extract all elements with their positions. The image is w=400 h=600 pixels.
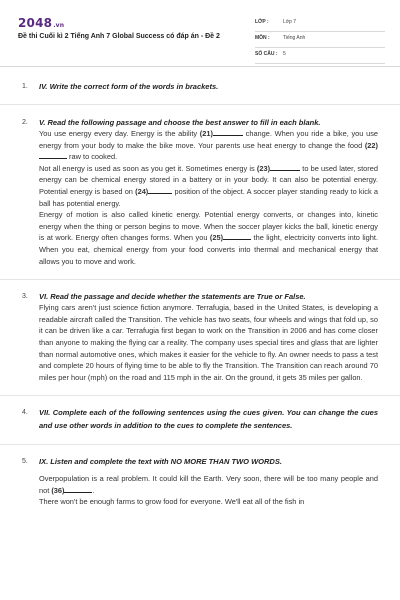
answer-blank[interactable] [64,485,95,495]
passage-text: Energy of motion is also called kinetic energy. Potential energy converts, or changes into, kinetic energy when the thing or person begins to move. When the soccer player kicks the ball, kinetic energy is at work. Energy often changes forms. When you [39,210,378,243]
passage-text: . [92,485,95,495]
logo-text: 2048 [18,16,53,30]
blank-number: (21) [199,129,213,138]
passage-text: Overpopulation is a real problem. It could kill the Earth. Very soon, there will be too many people and not [39,474,378,495]
passage-paragraph [39,163,378,209]
blank-number: (25) [209,233,224,243]
blank-number: (24) [135,186,149,196]
meta-value: Lớp 7 [283,19,297,25]
passage-text: raw to cooked. [67,152,118,162]
question-1 [0,67,400,105]
question-5 [0,445,400,514]
passage-text: position of the object. A soccer player standing ready to kick a ball has potential energy. [39,186,378,208]
meta-row-count [255,48,385,64]
question-number: 4. [22,409,28,417]
answer-blank[interactable] [148,187,172,194]
answer-blank[interactable] [39,152,67,159]
question-title: VI. Read the passage and decide whether the statements are True or False. [39,292,306,302]
passage-text: Not all energy is used as soon as you get it. Sometimes energy is [39,163,257,173]
question-title: VII. Complete each of the following sentences using the cues given. You can change the cues and use other words in addition to the cues to complete the sentences. [39,408,378,430]
question-number: 2. [22,119,28,126]
page-header [0,0,400,67]
passage-paragraph [39,128,378,163]
document-meta [255,16,385,64]
question-number: 1. [22,83,28,90]
question-4 [0,396,400,445]
blank-number: (22) [364,140,378,150]
site-logo[interactable] [18,16,64,30]
meta-value: 5 [283,51,286,57]
answer-blank[interactable] [223,233,251,240]
passage-text: change. When you ride a bike, you use energy from your body to make the bike move. Your parents use heat energy to change the food [39,129,378,150]
question-2 [0,105,400,280]
meta-key: LỚP : [255,19,269,25]
document-title: Đề thi Cuối kì 2 Tiếng Anh 7 Global Success có đáp án - Đề 2 [18,33,220,40]
question-3 [0,280,400,396]
passage-paragraph: There won't be enough farms to grow food for everyone. We'll eat all of the fish in [39,497,305,507]
passage-paragraph [39,473,378,496]
passage-text: to be used later, stored energy can be chemical energy stored in a battery or in your body. It can also be potential energy. Potential energy is based on [39,163,378,196]
question-number: 3. [22,293,28,301]
passage-text: You use energy every day. Energy is the ability [39,129,200,138]
meta-key: MÔN : [255,35,270,41]
passage-paragraph: Flying cars aren't just science fiction anymore. Terrafugia, based in the United States, is developing a readable aircraft called the Transition. The vehicle has two seats, four wheels and wings that fold up, so it can be driven like a car. Terrafugia first began to work on the Transition in 2006 and has come closer than anyone to making the flying car a reality. The company uses special tires and glass that are lighter than normal automotive ones, which makes it easier for the vehicle to fly. An owner needs to pass a test and complete 20 hours of flying time to be able to fly the Transition. The Transition can reach around 70 miles per hour (mph) on the road and 115 mph in the air. On the ground, it gets 35 miles per gallon. [39,303,378,382]
question-number: 5. [22,458,28,466]
answer-blank[interactable] [213,129,243,136]
meta-row-subject [255,32,385,48]
question-list [0,67,400,514]
question-title: IV. Write the correct form of the words in brackets. [39,82,219,91]
blank-number: (23) [256,163,271,173]
question-title: IX. Listen and complete the text with NO MORE THAN TWO WORDS. [39,457,282,467]
blank-number: (36) [51,485,65,495]
question-title: V. Read the following passage and choose the best answer to fill in each blank. [39,118,321,127]
passage-paragraph [39,209,378,267]
meta-key: SỐ CÂU : [255,51,278,57]
passage-text: the light, electricity converts into light. When you eat, chemical energy from your food converts into thermal and mechanical energy that allows you to move and work. [39,233,378,266]
meta-row-class [255,16,385,32]
meta-value: Tiếng Anh [283,35,306,41]
logo-suffix: .vn [53,22,65,29]
answer-blank[interactable] [270,164,300,171]
